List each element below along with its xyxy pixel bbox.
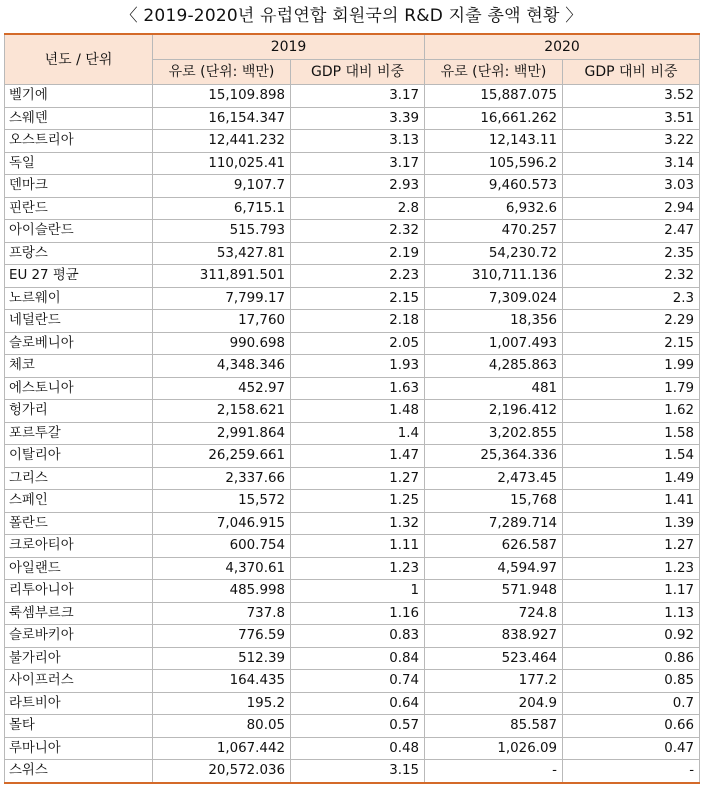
- gdp-2020-cell: 0.85: [563, 670, 700, 693]
- gdp-2020-cell: 1.23: [563, 557, 700, 580]
- gdp-2019-cell: 0.57: [291, 715, 425, 738]
- country-cell: 스페인: [5, 490, 153, 513]
- euro-2019-cell: 7,799.17: [153, 287, 291, 310]
- euro-2019-cell: 12,441.232: [153, 130, 291, 153]
- table-row: [5, 760, 700, 783]
- euro-2020-cell: 2,196.412: [425, 400, 563, 423]
- country-cell: 노르웨이: [5, 287, 153, 310]
- gdp-2019-cell: 1.11: [291, 535, 425, 558]
- euro-2019-cell: 6,715.1: [153, 197, 291, 220]
- country-cell: 덴마크: [5, 175, 153, 198]
- year-2019-header: 2019: [153, 34, 425, 60]
- euro-2020-cell: 4,594.97: [425, 557, 563, 580]
- gdp-2019-cell: 1.27: [291, 467, 425, 490]
- euro-2020-cell: 1,007.493: [425, 332, 563, 355]
- country-cell: 슬로바키아: [5, 625, 153, 648]
- euro-2019-cell: 1,067.442: [153, 737, 291, 760]
- gdp-2020-cell: 0.7: [563, 692, 700, 715]
- country-cell: 불가리아: [5, 647, 153, 670]
- country-cell: 오스트리아: [5, 130, 153, 153]
- gdp-2019-cell: 2.32: [291, 220, 425, 243]
- gdp-2020-cell: 1.27: [563, 535, 700, 558]
- euro-2019-cell: 990.698: [153, 332, 291, 355]
- gdp-2019-cell: 0.48: [291, 737, 425, 760]
- table-row: [5, 400, 700, 423]
- euro-2020-cell: 105,596.2: [425, 152, 563, 175]
- euro-2019-cell: 776.59: [153, 625, 291, 648]
- euro-2019-cell: 16,154.347: [153, 107, 291, 130]
- euro-2019-cell: 9,107.7: [153, 175, 291, 198]
- euro-2019-cell: 195.2: [153, 692, 291, 715]
- euro-2020-cell: 571.948: [425, 580, 563, 603]
- euro-2020-cell: 54,230.72: [425, 242, 563, 265]
- country-cell: 에스토니아: [5, 377, 153, 400]
- gdp-2020-cell: -: [563, 760, 700, 783]
- country-cell: 슬로베니아: [5, 332, 153, 355]
- gdp-2020-header: GDP 대비 비중: [563, 60, 700, 85]
- country-cell: 핀란드: [5, 197, 153, 220]
- gdp-2020-cell: 1.62: [563, 400, 700, 423]
- table-row: [5, 287, 700, 310]
- gdp-2020-cell: 3.22: [563, 130, 700, 153]
- gdp-2019-cell: 1.4: [291, 422, 425, 445]
- table-row: [5, 692, 700, 715]
- gdp-2020-cell: 3.03: [563, 175, 700, 198]
- table-row: [5, 355, 700, 378]
- country-cell: 크로아티아: [5, 535, 153, 558]
- table-row: [5, 445, 700, 468]
- rd-expenditure-table: [4, 33, 700, 784]
- euro-2019-cell: 4,370.61: [153, 557, 291, 580]
- table-row: [5, 152, 700, 175]
- gdp-2019-cell: 1.48: [291, 400, 425, 423]
- gdp-2020-cell: 2.15: [563, 332, 700, 355]
- euro-2019-cell: 485.998: [153, 580, 291, 603]
- table-row: [5, 220, 700, 243]
- gdp-2019-header: GDP 대비 비중: [291, 60, 425, 85]
- gdp-2019-cell: 0.74: [291, 670, 425, 693]
- euro-2019-cell: 15,572: [153, 490, 291, 513]
- table-row: [5, 647, 700, 670]
- euro-2020-cell: 4,285.863: [425, 355, 563, 378]
- euro-2020-cell: 523.464: [425, 647, 563, 670]
- euro-2020-cell: 310,711.136: [425, 265, 563, 288]
- gdp-2020-cell: 2.32: [563, 265, 700, 288]
- gdp-2019-cell: 3.15: [291, 760, 425, 783]
- table-row: [5, 197, 700, 220]
- gdp-2019-cell: 1.63: [291, 377, 425, 400]
- euro-2019-cell: 737.8: [153, 602, 291, 625]
- gdp-2020-cell: 0.86: [563, 647, 700, 670]
- euro-2019-cell: 7,046.915: [153, 512, 291, 535]
- euro-2020-cell: 16,661.262: [425, 107, 563, 130]
- country-cell: 폴란드: [5, 512, 153, 535]
- table-row: [5, 332, 700, 355]
- euro-2020-cell: 7,309.024: [425, 287, 563, 310]
- country-cell: EU 27 평균: [5, 265, 153, 288]
- table-row: [5, 130, 700, 153]
- euro-2019-cell: 515.793: [153, 220, 291, 243]
- gdp-2020-cell: 0.92: [563, 625, 700, 648]
- table-row: [5, 107, 700, 130]
- euro-2020-cell: 1,026.09: [425, 737, 563, 760]
- country-cell: 그리스: [5, 467, 153, 490]
- gdp-2019-cell: 1.23: [291, 557, 425, 580]
- table-row: [5, 670, 700, 693]
- country-cell: 사이프러스: [5, 670, 153, 693]
- country-cell: 몰타: [5, 715, 153, 738]
- gdp-2020-cell: 2.94: [563, 197, 700, 220]
- euro-2020-cell: 12,143.11: [425, 130, 563, 153]
- country-cell: 독일: [5, 152, 153, 175]
- year-2020-header: 2020: [425, 34, 700, 60]
- country-cell: 포르투갈: [5, 422, 153, 445]
- country-cell: 벨기에: [5, 85, 153, 108]
- gdp-2019-cell: 3.13: [291, 130, 425, 153]
- gdp-2019-cell: 0.84: [291, 647, 425, 670]
- euro-2020-cell: -: [425, 760, 563, 783]
- euro-2019-cell: 4,348.346: [153, 355, 291, 378]
- euro-2020-cell: 9,460.573: [425, 175, 563, 198]
- table-row: [5, 265, 700, 288]
- table-row: [5, 310, 700, 333]
- country-cell: 룩셈부르크: [5, 602, 153, 625]
- country-cell: 체코: [5, 355, 153, 378]
- euro-2020-cell: 18,356: [425, 310, 563, 333]
- gdp-2020-cell: 1.99: [563, 355, 700, 378]
- gdp-2020-cell: 0.66: [563, 715, 700, 738]
- gdp-2020-cell: 1.17: [563, 580, 700, 603]
- euro-2020-cell: 470.257: [425, 220, 563, 243]
- corner-header: 년도 / 단위: [5, 34, 153, 85]
- gdp-2020-cell: 1.49: [563, 467, 700, 490]
- gdp-2020-cell: 1.39: [563, 512, 700, 535]
- gdp-2020-cell: 0.47: [563, 737, 700, 760]
- country-cell: 이탈리아: [5, 445, 153, 468]
- gdp-2019-cell: 3.17: [291, 85, 425, 108]
- euro-2019-cell: 110,025.41: [153, 152, 291, 175]
- gdp-2019-cell: 2.93: [291, 175, 425, 198]
- table-row: [5, 377, 700, 400]
- euro-2019-cell: 2,991.864: [153, 422, 291, 445]
- euro-2020-cell: 2,473.45: [425, 467, 563, 490]
- euro-2020-cell: 626.587: [425, 535, 563, 558]
- gdp-2019-cell: 1.93: [291, 355, 425, 378]
- euro-2019-cell: 512.39: [153, 647, 291, 670]
- euro-2020-cell: 85.587: [425, 715, 563, 738]
- gdp-2019-cell: 2.23: [291, 265, 425, 288]
- euro-2020-cell: 838.927: [425, 625, 563, 648]
- country-cell: 라트비아: [5, 692, 153, 715]
- euro-2019-cell: 53,427.81: [153, 242, 291, 265]
- gdp-2019-cell: 0.83: [291, 625, 425, 648]
- euro-2020-cell: 15,768: [425, 490, 563, 513]
- country-cell: 네덜란드: [5, 310, 153, 333]
- table-row: [5, 85, 700, 108]
- country-cell: 프랑스: [5, 242, 153, 265]
- gdp-2019-cell: 2.18: [291, 310, 425, 333]
- gdp-2020-cell: 1.79: [563, 377, 700, 400]
- euro-2019-header: 유로 (단위: 백만): [153, 60, 291, 85]
- country-cell: 루마니아: [5, 737, 153, 760]
- country-cell: 아이슬란드: [5, 220, 153, 243]
- euro-2020-cell: 7,289.714: [425, 512, 563, 535]
- table-row: [5, 602, 700, 625]
- gdp-2019-cell: 1.16: [291, 602, 425, 625]
- gdp-2019-cell: 1.25: [291, 490, 425, 513]
- gdp-2019-cell: 1.47: [291, 445, 425, 468]
- table-row: [5, 535, 700, 558]
- gdp-2019-cell: 1.32: [291, 512, 425, 535]
- page-title: 〈 2019-2020년 유럽연합 회원국의 R&D 지출 총액 현황 〉: [120, 6, 583, 26]
- euro-2020-cell: 177.2: [425, 670, 563, 693]
- gdp-2020-cell: 1.41: [563, 490, 700, 513]
- table-row: [5, 512, 700, 535]
- table-row: [5, 737, 700, 760]
- euro-2020-cell: 25,364.336: [425, 445, 563, 468]
- gdp-2019-cell: 3.17: [291, 152, 425, 175]
- country-cell: 리투아니아: [5, 580, 153, 603]
- euro-2019-cell: 452.97: [153, 377, 291, 400]
- euro-2020-cell: 481: [425, 377, 563, 400]
- gdp-2019-cell: 1: [291, 580, 425, 603]
- euro-2019-cell: 26,259.661: [153, 445, 291, 468]
- country-cell: 아일랜드: [5, 557, 153, 580]
- gdp-2019-cell: 2.15: [291, 287, 425, 310]
- gdp-2019-cell: 2.19: [291, 242, 425, 265]
- euro-2019-cell: 311,891.501: [153, 265, 291, 288]
- gdp-2020-cell: 2.29: [563, 310, 700, 333]
- euro-2019-cell: 80.05: [153, 715, 291, 738]
- euro-2019-cell: 17,760: [153, 310, 291, 333]
- gdp-2020-cell: 2.35: [563, 242, 700, 265]
- gdp-2020-cell: 1.13: [563, 602, 700, 625]
- euro-2020-header: 유로 (단위: 백만): [425, 60, 563, 85]
- euro-2020-cell: 204.9: [425, 692, 563, 715]
- euro-2020-cell: 3,202.855: [425, 422, 563, 445]
- euro-2020-cell: 6,932.6: [425, 197, 563, 220]
- table-row: [5, 557, 700, 580]
- euro-2019-cell: 2,158.621: [153, 400, 291, 423]
- euro-2020-cell: 15,887.075: [425, 85, 563, 108]
- gdp-2019-cell: 2.05: [291, 332, 425, 355]
- euro-2019-cell: 600.754: [153, 535, 291, 558]
- gdp-2020-cell: 3.52: [563, 85, 700, 108]
- gdp-2020-cell: 3.14: [563, 152, 700, 175]
- table-row: [5, 490, 700, 513]
- gdp-2020-cell: 1.54: [563, 445, 700, 468]
- gdp-2020-cell: 2.47: [563, 220, 700, 243]
- gdp-2020-cell: 2.3: [563, 287, 700, 310]
- gdp-2019-cell: 2.8: [291, 197, 425, 220]
- table-row: [5, 422, 700, 445]
- gdp-2019-cell: 0.64: [291, 692, 425, 715]
- table-row: [5, 715, 700, 738]
- gdp-2019-cell: 3.39: [291, 107, 425, 130]
- euro-2019-cell: 15,109.898: [153, 85, 291, 108]
- euro-2019-cell: 2,337.66: [153, 467, 291, 490]
- euro-2020-cell: 724.8: [425, 602, 563, 625]
- euro-2019-cell: 20,572.036: [153, 760, 291, 783]
- table-row: [5, 580, 700, 603]
- euro-2019-cell: 164.435: [153, 670, 291, 693]
- gdp-2020-cell: 1.58: [563, 422, 700, 445]
- gdp-2020-cell: 3.51: [563, 107, 700, 130]
- table-row: [5, 242, 700, 265]
- table-row: [5, 625, 700, 648]
- country-cell: 스웨덴: [5, 107, 153, 130]
- table-row: [5, 175, 700, 198]
- country-cell: 헝가리: [5, 400, 153, 423]
- country-cell: 스위스: [5, 760, 153, 783]
- table-body: [5, 85, 700, 783]
- table-row: [5, 467, 700, 490]
